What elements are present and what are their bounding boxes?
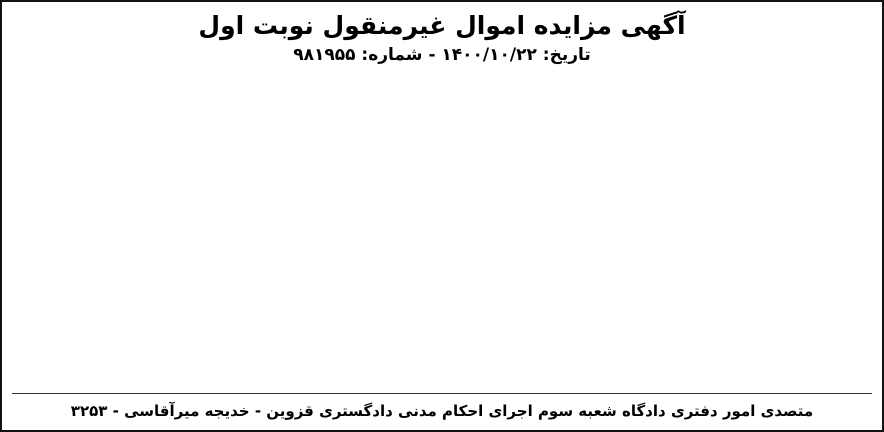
body-line (591, 191, 872, 204)
body-line (301, 98, 582, 111)
body-line (12, 85, 293, 98)
body-line (591, 204, 872, 217)
notice-headline: آگهی مزایده اموال غیرمنقول نوبت اول (198, 11, 686, 40)
body-line (301, 323, 582, 336)
body-line (591, 151, 872, 164)
body-line (301, 191, 582, 204)
notice-body (12, 72, 872, 390)
body-line (591, 257, 872, 270)
body-column-left (12, 72, 293, 390)
body-line (301, 243, 582, 256)
body-line (12, 349, 293, 362)
body-line (12, 204, 293, 217)
body-line (591, 283, 872, 296)
body-line (12, 296, 293, 309)
body-column-right (591, 72, 872, 390)
notice-date-number: تاریخ: ۱۴۰۰/۱۰/۲۲ - شماره: ۹۸۱۹۵۵ (293, 45, 591, 65)
body-line (591, 217, 872, 230)
body-line (301, 336, 582, 349)
body-line (301, 164, 582, 177)
body-line (591, 98, 872, 111)
body-line (301, 72, 582, 85)
body-line (12, 151, 293, 164)
body-line (12, 191, 293, 204)
body-line (12, 309, 293, 322)
body-line (591, 323, 872, 336)
body-line (591, 72, 872, 85)
footer-divider (12, 393, 872, 394)
body-line (12, 230, 293, 243)
body-line (12, 217, 293, 230)
body-line (12, 323, 293, 336)
body-line (591, 178, 872, 191)
body-line (591, 138, 872, 151)
body-line (301, 230, 582, 243)
body-line (591, 309, 872, 322)
body-line (591, 85, 872, 98)
body-line (301, 112, 582, 125)
body-line (12, 98, 293, 111)
body-line (591, 164, 872, 177)
notice-footer: متصدی امور دفتری دادگاه شعبه سوم اجرای احکام مدنی دادگستری قزوین - خدیجه میرآقاسی - ۳۲۵۳ (70, 402, 814, 420)
body-line (12, 336, 293, 349)
body-line (301, 178, 582, 191)
body-line (12, 138, 293, 151)
body-line (301, 138, 582, 151)
body-line (591, 230, 872, 243)
body-line (12, 72, 293, 85)
body-line (301, 204, 582, 217)
body-line (301, 349, 582, 362)
body-line (301, 362, 582, 375)
body-line (301, 296, 582, 309)
body-line (591, 336, 872, 349)
body-line (12, 125, 293, 138)
body-line (12, 257, 293, 270)
body-line (301, 125, 582, 138)
body-line (12, 243, 293, 256)
body-line (301, 217, 582, 230)
body-line (12, 362, 293, 375)
body-line (12, 112, 293, 125)
body-line (301, 309, 582, 322)
body-line (301, 283, 582, 296)
body-line (301, 270, 582, 283)
body-line (591, 112, 872, 125)
body-line (12, 164, 293, 177)
body-line (12, 178, 293, 191)
body-line (301, 85, 582, 98)
body-line (591, 362, 872, 375)
body-line (301, 151, 582, 164)
body-line (591, 243, 872, 256)
body-line (12, 270, 293, 283)
body-line (591, 270, 872, 283)
body-line (591, 125, 872, 138)
body-line (12, 283, 293, 296)
body-column-middle (301, 72, 582, 390)
body-line (301, 257, 582, 270)
body-line (591, 296, 872, 309)
body-line (591, 349, 872, 362)
